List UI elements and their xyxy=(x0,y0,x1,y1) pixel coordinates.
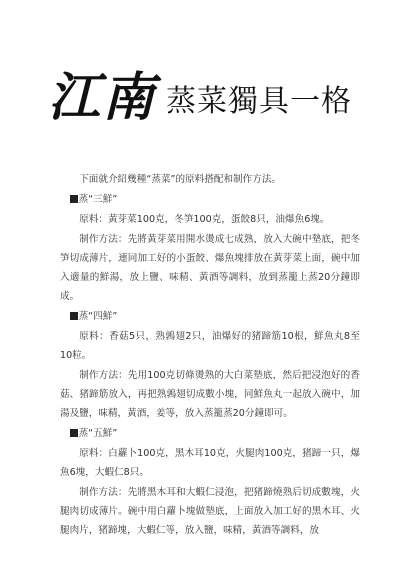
section-heading-san-xian xyxy=(60,190,360,209)
ingredients-paragraph: 原料：白蘿卜100克，黑木耳10克，火腿肉100克，猪蹄一只，爆魚6塊，大蝦仁8只。 xyxy=(60,448,360,478)
method-paragraph: 制作方法：先將黃芽菜用開水燙成七成熟，放入大碗中墊底，把冬笋切成薄片，連同加工好的小蛋餃、爆魚塊排放在黃芽菜上面，碗中加入適量的鮮湯，放上鹽、味精、黃酒等調料，放到蒸籠上蒸20分鐘即成。 xyxy=(60,234,360,302)
ingredients-paragraph: 原料：香菇5只，熟鶉翅2只，油爆好的猪蹄筋10根，鮮魚丸8至10粒。 xyxy=(60,331,360,361)
brand-title: 江南 xyxy=(48,67,157,128)
section-heading-label: 蒸“五鮮” xyxy=(78,428,118,439)
ingredients-paragraph: 原料：黃芽菜100克，冬笋100克，蛋餃8只，油爆魚6塊。 xyxy=(79,214,330,225)
section-heading-label: 蒸“四鮮” xyxy=(78,311,118,322)
bullet-square-icon xyxy=(70,429,78,437)
article-body xyxy=(60,170,360,541)
section-heading-label: 蒸“三鮮” xyxy=(78,194,118,205)
intro-paragraph: 下面就介紹幾種“蒸菜”的原料搭配和制作方法。 xyxy=(79,174,282,185)
section-heading-wu-xian xyxy=(60,424,360,443)
bullet-square-icon xyxy=(70,195,78,203)
title-row xyxy=(48,66,368,130)
section-heading-si-xian xyxy=(60,307,360,326)
method-paragraph: 制作方法：先將黑木耳和大蝦仁浸泡，把猪蹄燒熟后切成數塊，火腿肉切成薄片。碗中用白蘿卜塊做墊底，上面放入加工好的黑木耳、火腿肉片，猪蹄塊，大蝦仁等，放入鹽，味精，黃酒等調料，放 xyxy=(60,487,360,536)
bullet-square-icon xyxy=(70,312,78,320)
method-paragraph: 制作方法：先用100克切條燙熟的大白菜墊底，然后把浸泡好的香菇、猪蹄筋放入，再把熟鶉翅切成數小塊，同鮮魚丸一起放入碗中，加湯及鹽，味精，黃酒，姜等，放入蒸籠蒸20分鐘即可。 xyxy=(60,370,360,419)
page-title: 蒸菜獨具一格 xyxy=(166,84,352,119)
